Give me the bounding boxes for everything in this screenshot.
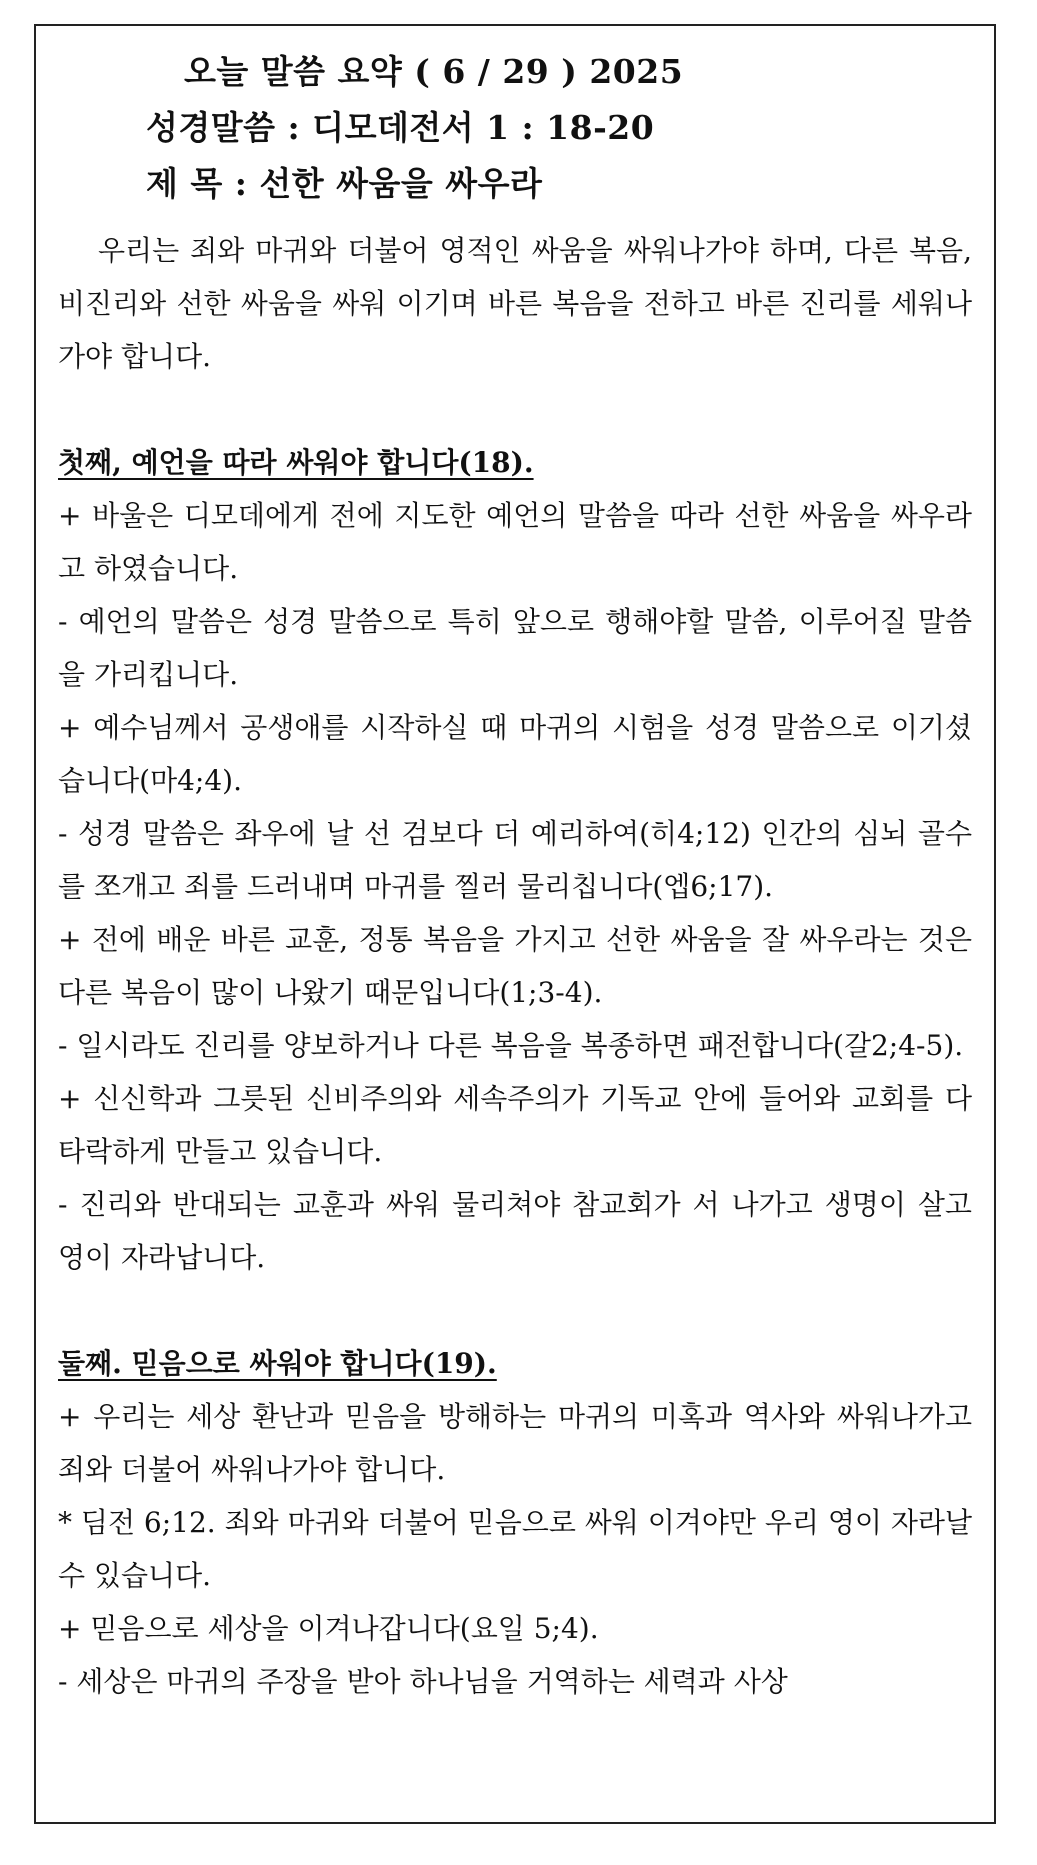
list-item: + 믿음으로 세상을 이겨나갑니다(요일 5;4). (58, 1612, 599, 1645)
list-item: - 성경 말씀은 좌우에 날 선 검보다 더 예리하여(히4;12) 인간의 심뇌 골수를 쪼개고 죄를 드러내며 마귀를 찔러 물리칩니다(엡6;17). (58, 817, 972, 903)
topic-label: 제 목 (146, 164, 223, 203)
list-item: - 세상은 마귀의 주장을 받아 하나님을 거역하는 세력과 사상 (58, 1665, 788, 1698)
list-item: - 일시라도 진리를 양보하거나 다른 복음을 복종하면 패전합니다(갈2;4-5). (58, 1029, 964, 1062)
section-first (58, 436, 972, 1284)
list-item: + 예수님께서 공생애를 시작하실 때 마귀의 시험을 성경 말씀으로 이기셨습니다(마4;4). (58, 711, 972, 797)
scripture-reference: 디모데전서 1 : 18-20 (312, 108, 655, 147)
list-item: - 진리와 반대되는 교훈과 싸워 물리쳐야 참교회가 서 나가고 생명이 살고 영이 자라납니다. (58, 1188, 972, 1274)
topic-title: 선한 싸움을 싸우라 (259, 164, 543, 203)
list-item: + 신신학과 그릇된 신비주의와 세속주의가 기독교 안에 들어와 교회를 다 타락하게 만들고 있습니다. (58, 1082, 972, 1168)
sermon-summary-page (34, 24, 996, 1824)
scripture-separator: : (275, 108, 313, 147)
list-item: + 전에 배운 바른 교훈, 정통 복음을 가지고 선한 싸움을 잘 싸우라는 것은 다른 복음이 많이 나왔기 때문입니다(1;3-4). (58, 923, 972, 1009)
spacer (58, 1284, 972, 1337)
section-heading: 둘째. 믿음으로 싸워야 합니다(19). (58, 1347, 497, 1380)
scripture-label: 성경말씀 (146, 108, 276, 147)
list-item: * 딤전 6;12. 죄와 마귀와 더불어 믿음으로 싸워 이겨야만 우리 영이 자라날 수 있습니다. (58, 1506, 972, 1592)
topic-line (146, 162, 542, 206)
section-heading: 첫째, 예언을 따라 싸워야 합니다(18). (58, 446, 534, 479)
section-second (58, 1337, 972, 1708)
topic-separator: : (222, 164, 260, 203)
spacer (58, 383, 972, 436)
sermon-body (58, 224, 972, 1708)
scripture-line (146, 106, 654, 150)
list-item: + 바울은 디모데에게 전에 지도한 예언의 말씀을 따라 선한 싸움을 싸우라고 하였습니다. (58, 499, 972, 585)
intro-paragraph: 우리는 죄와 마귀와 더불어 영적인 싸움을 싸워나가야 하며, 다른 복음, 비진리와 선한 싸움을 싸워 이기며 바른 복음을 전하고 바른 진리를 세워나가야 합니다. (58, 234, 972, 373)
page-title: 오늘 말씀 요약 ( 6 / 29 ) 2025 (184, 52, 684, 91)
list-item: - 예언의 말씀은 성경 말씀으로 특히 앞으로 행해야할 말씀, 이루어질 말씀을 가리킵니다. (58, 605, 972, 691)
list-item: + 우리는 세상 환난과 믿음을 방해하는 마귀의 미혹과 역사와 싸워나가고 죄와 더불어 싸워나가야 합니다. (58, 1400, 972, 1486)
